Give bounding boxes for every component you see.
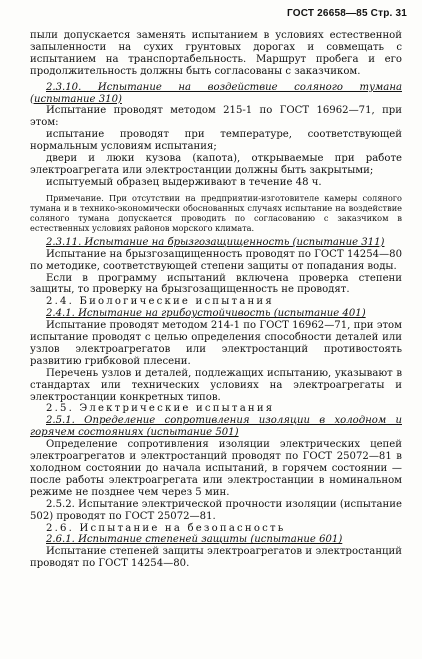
paragraph: Испытание степеней защиты электроагрегатов и электростанций проводят по ГОСТ 14254—80. — [30, 546, 402, 570]
paragraph: 2.5.2. Испытание электрической прочности изоляции (испытание 502) проводят по ГОСТ 25072—81. — [30, 498, 402, 522]
paragraph: испытание проводят при температуре, соответствующей нормальным условиям испытания; — [30, 129, 402, 153]
section-title: 2.6. Испытание на безопасность — [46, 522, 286, 534]
paragraph: Испытание на брызгозащищенность проводят по ГОСТ 14254—80 по методике, соответствующей степени защиты от попадания воды. — [30, 248, 402, 272]
paragraph: двери и люки кузова (капота), открываемые при работе электроагрегата или электростанции должны быть закрытыми; — [30, 153, 402, 176]
paragraph: испытуемый образец выдерживают в течение 48 ч. — [46, 176, 322, 188]
section-heading: 2.3.10. Испытание на воздействие соляного тумана (испытание 310) — [30, 81, 402, 105]
paragraph: пыли допускается заменять испытанием в условиях естественной запыленности на сухих грунтовых дорогах и совмещать с испытанием на транспортабельность. Маршрут пробега и его продолжительность должны быть согласованы с заказчиком. — [30, 30, 402, 77]
section-heading: 2.6.1. Испытание степеней защиты (испытание 601) — [46, 534, 343, 546]
section-title: 2.4. Биологические испытания — [46, 296, 274, 308]
paragraph: Перечень узлов и деталей, подлежащих испытанию, указывают в стандартах или технических условиях на электроагрегаты и электростанции конкретных типов. — [30, 367, 402, 403]
document-body — [30, 30, 402, 570]
paragraph: Испытание проводят методом 214-1 по ГОСТ 16962—71, при этом испытание проводят с целью определения способности деталей или узлов электроагрегатов или электростанций противостоять развитию грибковой плесени. — [30, 320, 402, 367]
section-heading: 2.4.1. Испытание на грибоустойчивость (испытание 401) — [46, 308, 366, 320]
section-heading: 2.5.1. Определение сопротивления изоляции в холодном и горячем состояниях (испытание 501) — [30, 415, 402, 439]
paragraph: Если в программу испытаний включена проверка степени защиты, то проверку на брызгозащищенность не проводят. — [30, 272, 402, 296]
note: Примечание. При отсутствии на предприятии-изготовителе камеры соляного тумана и в технико-экономически обоснованных случаях испытание на воздействие соляного тумана допускается проводить по согласованию с заказчиком в естественных условиях районов морского климата. — [30, 192, 402, 233]
section-heading: 2.3.11. Испытание на брызгозащищенность (испытание 311) — [46, 236, 385, 248]
page-header: ГОСТ 26658—85 Стр. 31 — [287, 8, 407, 19]
section-title: 2.5. Электрические испытания — [46, 403, 275, 415]
paragraph: Испытание проводят методом 215-1 по ГОСТ 16962—71, при этом: — [30, 105, 402, 129]
paragraph: Определение сопротивления изоляции электрических цепей электроагрегатов и электростанций проводят по ГОСТ 25072—81 в холодном состоянии до начала испытаний, в горячем состоянии — после работы электроагрегата или электростанции в номинальном режиме не позднее чем через 5 мин. — [30, 439, 402, 498]
